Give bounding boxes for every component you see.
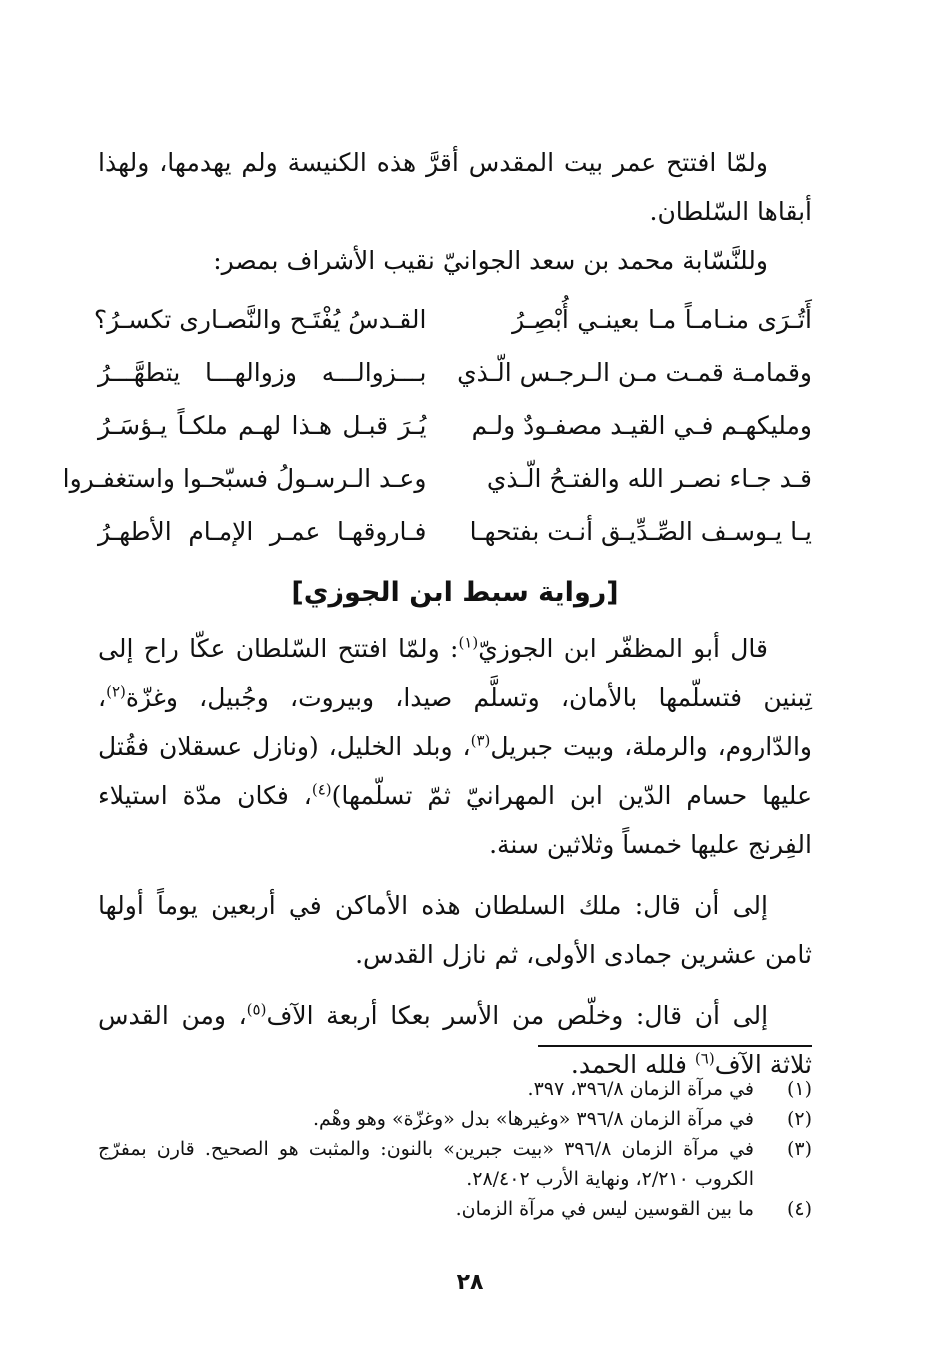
footnote-text: في مرآة الزمان ٣٩٦/٨ «بيت جبرين» بالنون: والمثبت هو الصحيح. قارن بمفرّج الكروب ٢/٢١٠، ونهاية الأرب ٢٨/٤٠٢. (98, 1138, 754, 1190)
footnote-ref[interactable]: (٣) (470, 731, 491, 750)
footnote-item (98, 1104, 812, 1134)
paragraph-conquests (98, 624, 812, 869)
text-run: فلله الحمد. (570, 1050, 695, 1079)
verse-second-hemistich: يُـرَ قبـل هـذا لهـم ملكـاً يـؤسَـرُ (98, 411, 427, 440)
text-run: قال أبو المظفّر ابن الجوزيّ (478, 634, 768, 663)
poem (62, 293, 812, 558)
verse-first-hemistich: وقمامـة قمـت مـن الـرجـس الّـذي (457, 358, 812, 387)
footnote-text: في مرآة الزمان ٣٩٦/٨، ٣٩٧. (527, 1078, 754, 1100)
page-number: ٢٨ (456, 1270, 484, 1295)
poem-verse (98, 399, 812, 452)
poem-verse (93, 293, 812, 346)
paragraph-forty-days: إلى أن قال: ملك السلطان هذه الأماكن في أربعين يوماً أولها ثامن عشرين جمادى الأولى، ثم نازل القدس. (98, 891, 812, 969)
text-run: ، فكان مدّة استيلاء الفِرنج عليها خمساً وثلاثين سنة. (98, 781, 812, 859)
footnote-ref[interactable]: (٢) (106, 682, 126, 701)
verse-first-hemistich: ومليكهـم فـي القيـد مصفـودٌ ولـم (471, 411, 812, 440)
poem-verse (98, 346, 812, 399)
verse-second-hemistich: بـــزوالـــه وزوالهـــا يتطهَّـــرُ (98, 358, 427, 387)
footnote-text: ما بين القوسين ليس في مرآة الزمان. (455, 1198, 754, 1220)
footnote-number: (٣) (786, 1138, 812, 1160)
footnote-ref[interactable]: (٦) (694, 1049, 715, 1068)
footnote-ref[interactable]: (٥) (246, 1000, 267, 1019)
verse-second-hemistich: فـاروقهـا عمـر الإمـام الأطهـرُ (98, 517, 427, 546)
footnote-ref[interactable]: (٤) (311, 780, 332, 799)
text-run: ، ومن القدس ثلاثة الآف (98, 1001, 812, 1079)
poem-intro: وللنَّسّابة محمد بن سعد الجوانيّ نقيب الأشراف بمصر: (213, 246, 768, 275)
text-run: ، وبلد الخليل، (ونازل عسقلان فقُتل عليها حسام الدّين ابن المهرانيّ ثمّ تسلّمها) (98, 732, 812, 810)
verse-first-hemistich: أَتُـرَى منـامـاً مـا بعينـي أُبْصِـرُ (512, 305, 812, 334)
footnote-item (98, 1134, 812, 1194)
paragraph-church: ولمّا افتتح عمر بيت المقدس أقرَّ هذه الكنيسة ولم يهدمها، ولهذا أبقاها السّلطان. (98, 148, 812, 226)
section-heading: [رواية سبط ابن الجوزي] (291, 577, 619, 608)
footnotes (98, 1074, 812, 1224)
verse-first-hemistich: يـا يـوسـف الصِّـدِّيـق أنـت بفتحهـا (469, 517, 812, 546)
page-body (62, 138, 812, 1089)
text-run: ، والدّاروم، والرملة، وبيت جبريل (98, 683, 812, 761)
verse-second-hemistich: وعـد الـرسـولُ فسبّحـوا واستغفـروا (62, 464, 427, 493)
text-run: إلى أن قال: وخلّص من الأسر بعكا أربعة الآف (266, 1001, 769, 1030)
verse-first-hemistich: قـد جـاء نصـر الله والفتـحُ الّـذي (486, 464, 812, 493)
text-run: : ولمّا افتتح السّلطان عكّا راح إلى تِبنين فتسلّمها بالأمان، وتسلَّم صيدا، وبيروت، وجُبيل، وغزّة (98, 634, 812, 712)
poem-verse (62, 452, 812, 505)
footnote-number: (٤) (786, 1198, 812, 1220)
footnote-number: (١) (786, 1078, 812, 1100)
footnote-item (98, 1074, 812, 1104)
footnote-text: في مرآة الزمان ٣٩٦/٨ «وغيرها» بدل «وغزّة» وهو وهْم. (313, 1108, 754, 1130)
footnote-item (98, 1194, 812, 1224)
footnote-ref[interactable]: (١) (458, 633, 479, 652)
footnote-number: (٢) (786, 1108, 812, 1130)
poem-verse (98, 505, 812, 558)
footnote-separator (538, 1045, 812, 1047)
verse-second-hemistich: القـدسُ يُفْتَـح والنَّصـارى تكسـرُ؟ (93, 305, 427, 334)
